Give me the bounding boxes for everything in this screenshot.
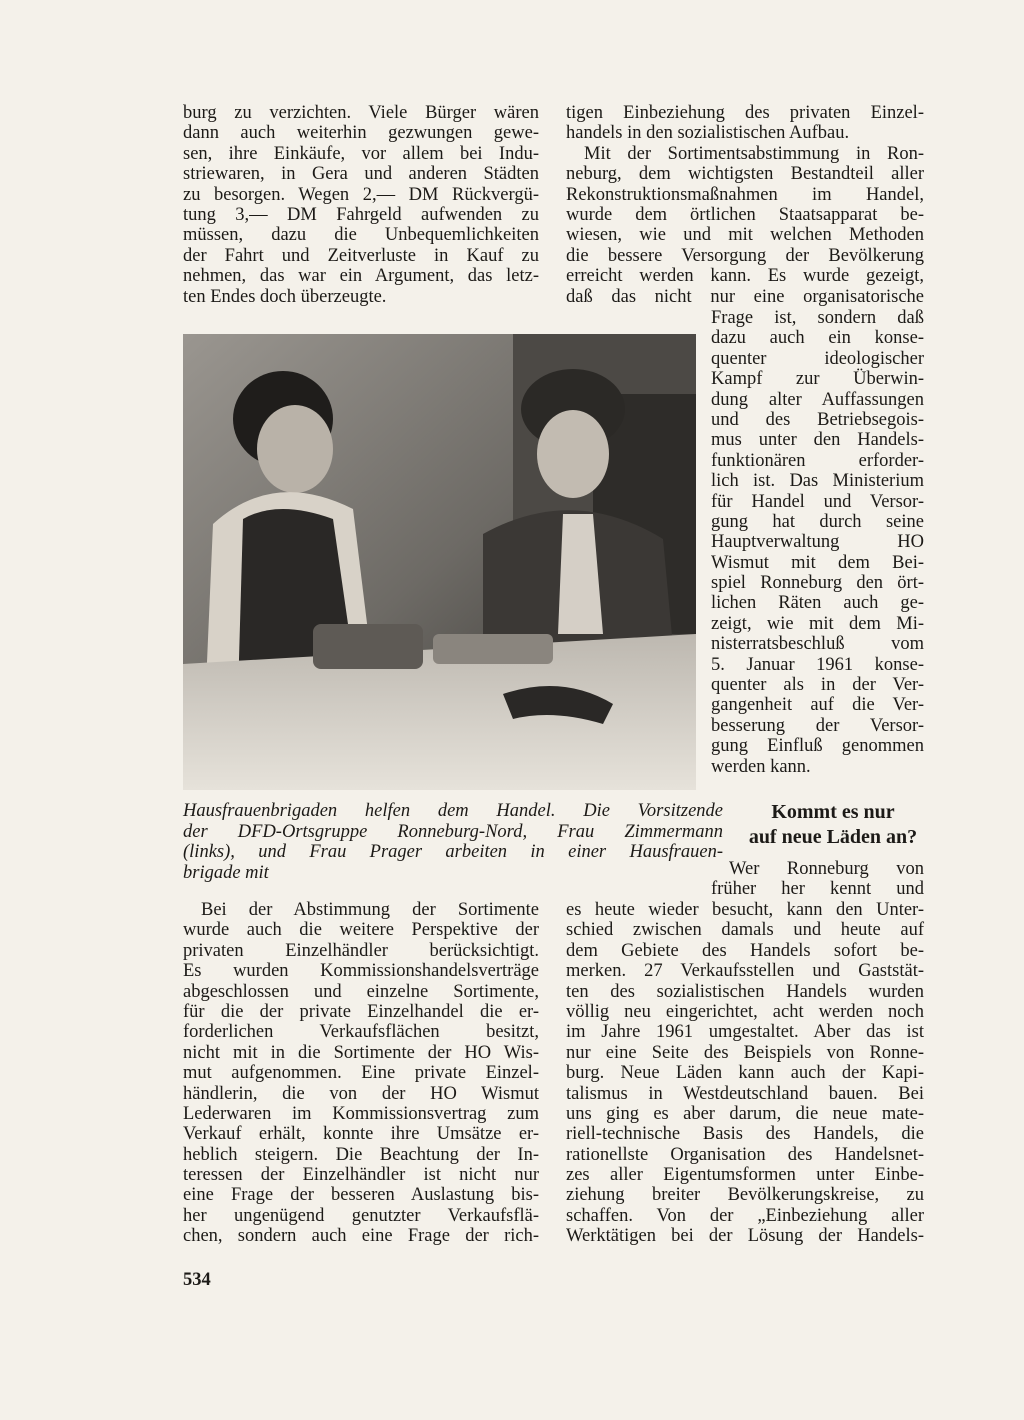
text-line: nicht mit in die Sortimente der HO Wis-: [183, 1042, 539, 1063]
text-line: Kampf zur Überwin-: [711, 369, 924, 390]
text-line: Werktätigen bei der Lösung der Handels-: [566, 1226, 924, 1247]
text-line: wurde auch die weitere Perspektive der: [183, 920, 539, 941]
column-right-top: [566, 103, 924, 307]
text-line: dem Gebiete des Handels sofort be-: [566, 940, 924, 961]
text-line: 5. Januar 1961 konse-: [711, 654, 924, 675]
text-line: im Jahre 1961 umgestaltet. Aber das ist: [566, 1022, 924, 1043]
text-line: striewaren, in Gera und anderen Städten: [183, 164, 539, 185]
text-line: brigade mit: [183, 862, 269, 883]
text-line: nehmen, das war ein Argument, das letz-: [183, 266, 539, 287]
text-line: wiesen, wie und mit welchen Methoden: [566, 225, 924, 246]
text-line: Verkauf erhält, konnte ihre Umsätze er-: [183, 1124, 539, 1145]
text-line: nur eine Seite des Beispiels von Ronne-: [566, 1042, 924, 1063]
text-line: händlerin, die von der HO Wismut: [183, 1083, 539, 1104]
text-line: zu besorgen. Wegen 2,— DM Rückvergü-: [183, 184, 539, 205]
text-line: chen, sondern auch eine Frage der rich-: [183, 1226, 539, 1247]
text-line: forderlichen Verkaufsflächen besitzt,: [183, 1022, 539, 1043]
text-line: ten des sozialistischen Handels wurden: [566, 981, 924, 1002]
text-line: spiel Ronneburg den ört-: [711, 573, 924, 594]
text-line: ten Endes doch überzeugte.: [183, 286, 387, 307]
text-line: gung Einfluß genommen: [711, 736, 924, 757]
text-line: Rekonstruktionsmaßnahmen im Handel,: [566, 184, 924, 205]
text-line: lich ist. Das Ministerium: [711, 471, 924, 492]
text-line: dung alter Auffassungen: [711, 389, 924, 410]
text-line: Hauptverwaltung HO: [711, 532, 924, 553]
text-line: schaffen. Von der „Einbeziehung aller: [566, 1205, 924, 1226]
text-line: früher her kennt und: [711, 879, 924, 900]
text-line: für Handel und Versor-: [711, 491, 924, 512]
photo-illustration: [183, 334, 696, 790]
text-line: für die der private Einzelhandel die er-: [183, 1001, 539, 1022]
column-left-bottom: [183, 900, 539, 1247]
text-line: burg zu verzichten. Viele Bürger wären: [183, 103, 539, 123]
text-line: talismus in Westdeutschland bauen. Bei: [566, 1083, 924, 1104]
text-line: es heute wieder besucht, kann den Unter-: [566, 900, 924, 920]
column-right-narrow: [711, 308, 924, 777]
text-line: her ungenügend genutzter Verkaufsflä-: [183, 1205, 539, 1226]
text-line: auf neue Läden an?: [748, 826, 918, 848]
text-line: handels in den sozialistischen Aufbau.: [566, 123, 850, 144]
text-line: ziehung breiter Bevölkerungskreise, zu: [566, 1185, 924, 1206]
text-line: Lederwaren im Kommissionsvertrag zum: [183, 1103, 539, 1124]
photo-hausfrauenbrigade: [183, 334, 696, 790]
text-line: sen, ihre Einkäufe, vor allem bei Indu-: [183, 143, 539, 164]
text-line: zes aller Eigentumsformen unter Einbe-: [566, 1165, 924, 1186]
text-line: Kommt es nur: [771, 801, 895, 823]
text-line: burg. Neue Läden kann auch der Kapi-: [566, 1063, 924, 1084]
text-line: tung 3,— DM Fahrgeld aufwenden zu: [183, 204, 539, 225]
text-line: teressen der Einzelhändler ist nicht nur: [183, 1165, 539, 1186]
text-line: heblich steigern. Die Beachtung der In-: [183, 1144, 539, 1165]
text-line: gangenheit auf die Ver-: [711, 695, 924, 716]
text-line: merken. 27 Verkaufsstellen und Gaststät-: [566, 961, 924, 982]
text-line: abgeschlossen und einzelne Sortimente,: [183, 981, 539, 1002]
text-line: rationellste Organisation des Handelsnet-: [566, 1144, 924, 1165]
text-line: quenter als in der Ver-: [711, 675, 924, 696]
text-line: uns ging es aber darum, die neue mate-: [566, 1103, 924, 1124]
text-line: Es wurden Kommissionshandelsverträge: [183, 961, 539, 982]
text-line: Mit der Sortimentsabstimmung in Ron-: [584, 143, 924, 164]
column-right-narrow-2: [711, 859, 924, 900]
photo-caption: [183, 801, 723, 883]
text-line: der DFD-Ortsgruppe Ronneburg-Nord, Frau Zimmermann: [183, 821, 723, 842]
text-line: quenter ideologischer: [711, 348, 924, 369]
text-line: funktionären erforder-: [711, 450, 924, 471]
text-line: neburg, dem wichtigsten Bestandteil aller: [566, 164, 924, 185]
text-line: Wer Ronneburg von: [729, 859, 924, 879]
text-line: völlig neu eingerichtet, acht werden noch: [566, 1001, 924, 1022]
text-line: zeigt, wie mit dem Mi-: [711, 613, 924, 634]
text-line: müssen, dazu die Unbequemlichkeiten: [183, 225, 539, 246]
text-line: daß das nicht nur eine organisatorische: [566, 286, 924, 307]
text-line: (links), und Frau Prager arbeiten in einer Hausfrauen-: [183, 842, 723, 863]
text-line: schied zwischen damals und heute auf: [566, 920, 924, 941]
text-line: riell-technische Basis des Handels, die: [566, 1124, 924, 1145]
text-line: Bei der Abstimmung der Sortimente: [201, 900, 539, 920]
text-line: werden kann.: [711, 756, 811, 777]
text-line: wurde dem örtlichen Staatsapparat be-: [566, 204, 924, 225]
text-line: mus unter den Handels-: [711, 430, 924, 451]
text-line: erreicht werden kann. Es wurde gezeigt,: [566, 266, 924, 287]
column-right-bottom: [566, 900, 924, 1247]
text-line: mut aufgenommen. Eine private Einzel-: [183, 1063, 539, 1084]
text-line: besserung der Versor-: [711, 715, 924, 736]
text-line: die bessere Versorgung der Bevölkerung: [566, 245, 924, 266]
text-line: der Fahrt und Zeitverluste in Kauf zu: [183, 245, 539, 266]
page-number: 534: [183, 1270, 211, 1290]
text-line: lichen Räten auch ge-: [711, 593, 924, 614]
text-line: eine Frage der besseren Auslastung bis-: [183, 1185, 539, 1206]
text-line: dann auch weiterhin gezwungen gewe-: [183, 123, 539, 144]
section-heading: [742, 800, 924, 850]
text-line: Frage ist, sondern daß: [711, 308, 924, 328]
text-line: gung hat durch seine: [711, 511, 924, 532]
text-line: und des Betriebsegois-: [711, 409, 924, 430]
text-line: nisterratsbeschluß vom: [711, 634, 924, 655]
text-line: Hausfrauenbrigaden helfen dem Handel. Die Vorsitzende: [183, 801, 723, 821]
text-line: dazu auch ein konse-: [711, 328, 924, 349]
text-line: Wismut mit dem Bei-: [711, 552, 924, 573]
column-left-top: [183, 103, 539, 307]
text-line: tigen Einbeziehung des privaten Einzel-: [566, 103, 924, 123]
text-line: privaten Einzelhändler berücksichtigt.: [183, 940, 539, 961]
